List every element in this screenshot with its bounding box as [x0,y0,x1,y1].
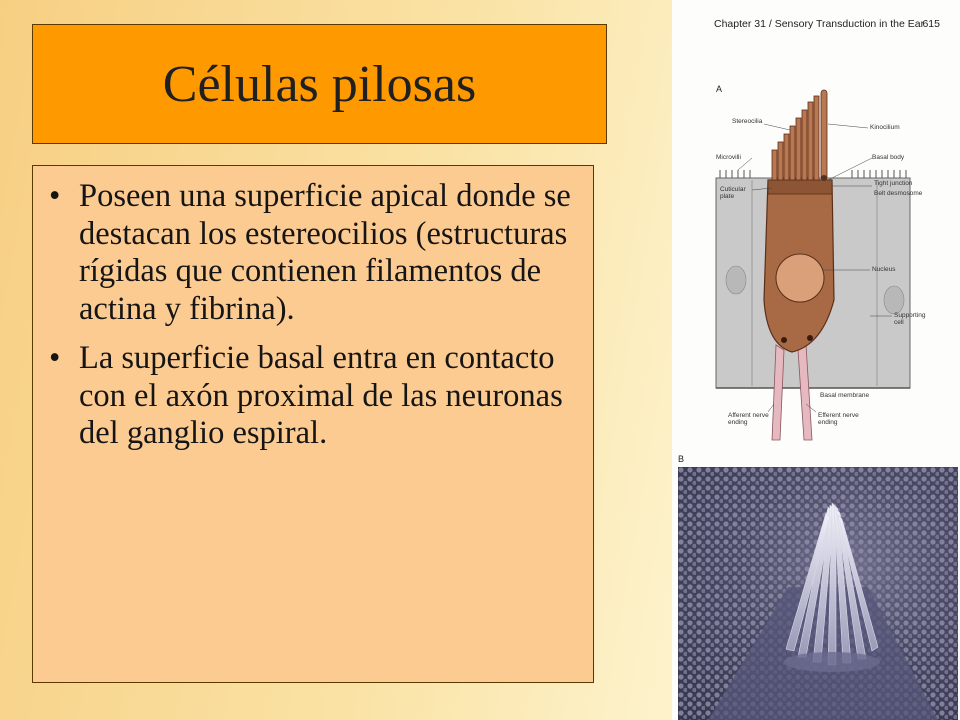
bullet-marker: • [49,340,61,376]
bullet-text: La superficie basal entra en contacto con el axón proximal de las neuronas del ganglio espiral. [79,340,563,451]
label-stereocilia: Stereocilia [732,118,763,125]
bullet-item [49,178,579,328]
hair-cell-diagram [672,0,960,460]
bullet-item [49,340,579,453]
label-belt-desmosome: Belt desmosome [874,190,923,197]
slide-body-box [32,165,594,683]
label-supporting-cell: Supporting cell [894,312,926,326]
textbook-figure [672,0,960,720]
label-basal-body: Basal body [872,154,905,161]
panel-b-letter: B [678,454,685,464]
label-tight-junction: Tight junction [874,180,913,187]
sem-micrograph [678,467,958,720]
bullet-list [49,178,579,453]
label-cuticular-plate: Cuticular plate [720,186,746,200]
label-microvilli: Microvilli [716,154,741,161]
nucleus [776,254,824,302]
figure-page-number: 615 [922,18,940,30]
label-nucleus: Nucleus [872,266,896,273]
label-kinocilium: Kinocilium [870,124,900,131]
slide-title-box [32,24,607,144]
bullet-marker: • [49,178,61,214]
label-efferent-nerve: Efferent nerve ending [818,412,859,426]
kinocilium [821,90,827,180]
bullet-text: Poseen una superficie apical donde se destacan los estereocilios (estructuras rígidas que contienen filamentos de actina y fibrina). [79,178,571,327]
label-afferent-nerve: Afferent nerve ending [728,412,769,426]
sem-image [678,467,958,720]
figure-header: Chapter 31 / Sensory Transduction in the Ear [714,18,925,30]
stereocilia [772,96,819,180]
panel-a-letter: A [716,84,723,94]
label-basal-membrane: Basal membrane [820,392,870,399]
slide-title: Células pilosas [162,55,477,113]
